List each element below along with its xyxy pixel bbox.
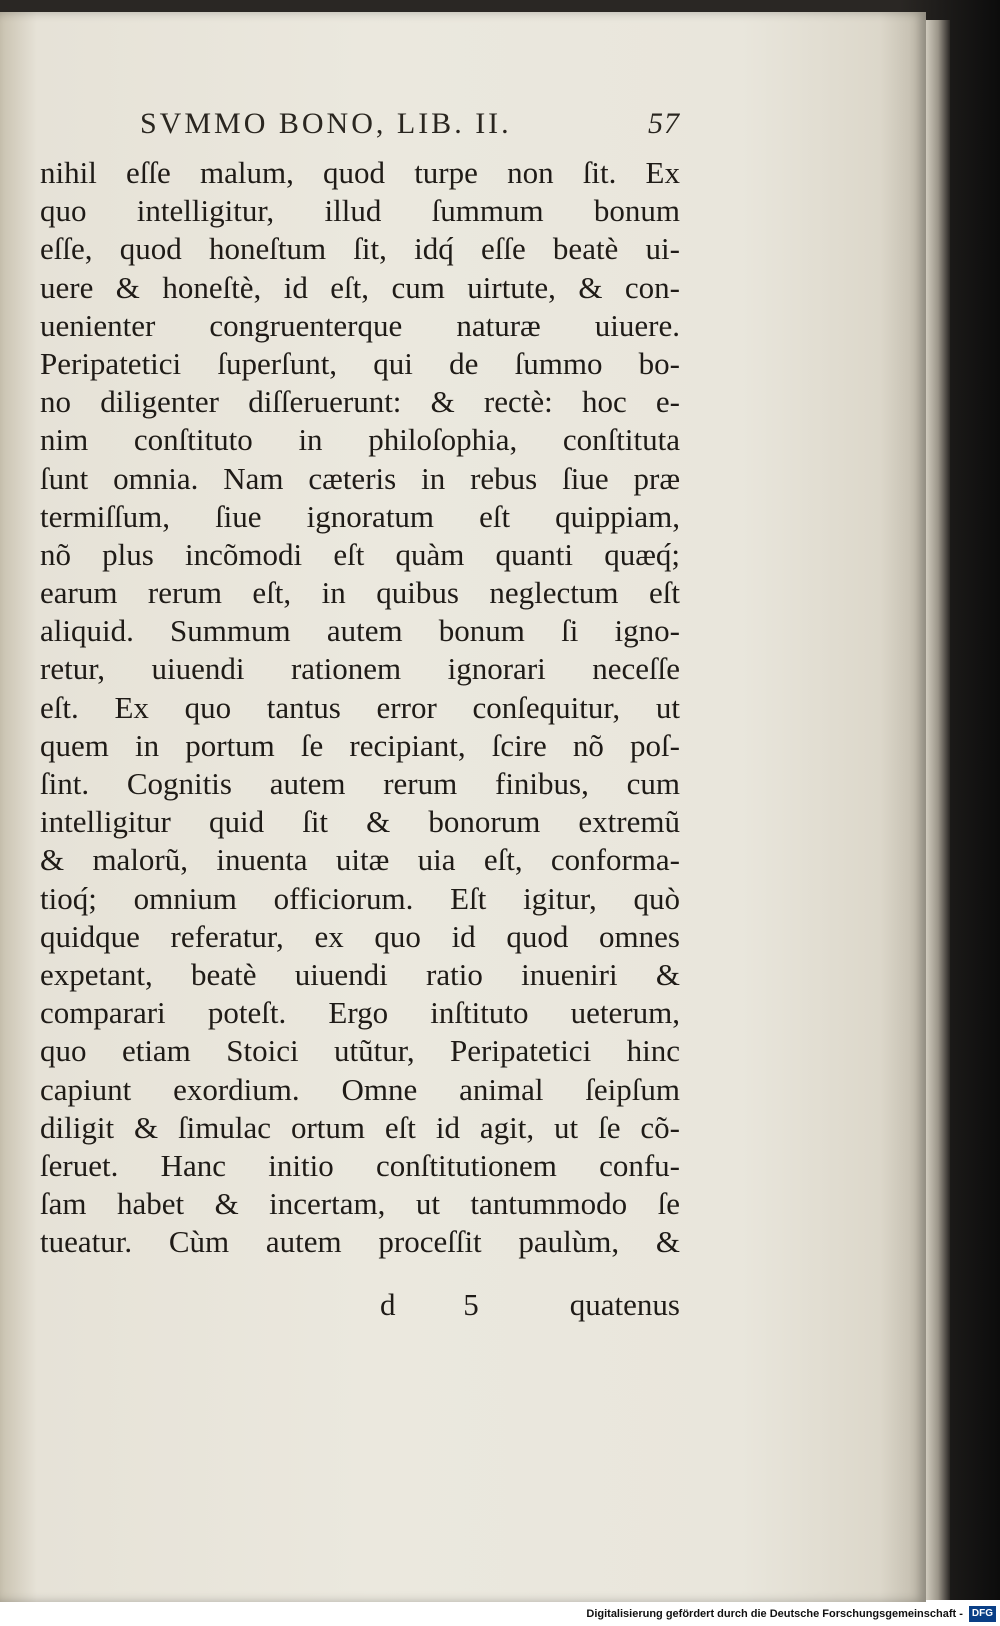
text-line: aliquid. Summum autem bonum ſi igno- bbox=[40, 613, 680, 649]
text-line: diligit & ſimulac ortum eſt id agit, ut ſe cõ- bbox=[40, 1109, 680, 1145]
text-line: intelligitur quid ſit & bonorum extremũ bbox=[40, 804, 680, 840]
catchline bbox=[380, 1287, 680, 1327]
text-line: ſint. Cognitis autem rerum finibus, cum bbox=[40, 766, 680, 801]
text-line: expetant, beatè uiuendi ratio inueniri & bbox=[40, 956, 680, 992]
text-line: retur, uiuendi rationem ignorari neceſſe bbox=[40, 651, 680, 687]
text-line: no diligenter diſſeruerunt: & rectè: hoc e- bbox=[40, 384, 680, 420]
text-line: capiunt exordium. Omne animal ſeipſum bbox=[40, 1071, 680, 1107]
catchword: quatenus bbox=[569, 1287, 680, 1322]
text-block bbox=[40, 154, 680, 1261]
text-line: comparari poteſt. Ergo inſtituto ueterum, bbox=[40, 995, 680, 1031]
text-line: ſunt omnia. Nam cæteris in rebus ſiue præ bbox=[40, 460, 680, 496]
page-number: 57 bbox=[648, 107, 680, 140]
text-line: nõ plus incõmodi eſt quàm quanti quæq́; bbox=[40, 536, 680, 572]
text-line: quidque referatur, ex quo id quod omnes bbox=[40, 918, 680, 954]
signature-mark: d 5 bbox=[380, 1287, 509, 1322]
text-line: ſam habet & incertam, ut tantummodo ſe bbox=[40, 1186, 680, 1222]
text-line: uenienter congruenterque naturæ uiuere. bbox=[40, 307, 680, 343]
text-line: termiſſum, ſiue ignoratum eſt quippiam, bbox=[40, 498, 680, 534]
text-line: tueatur. Cùm autem proceſſit paulùm, & bbox=[40, 1224, 680, 1260]
footer-bar bbox=[0, 1602, 1000, 1626]
text-line: uere & honeſtè, id eſt, cum uirtute, & con- bbox=[40, 269, 680, 305]
funding-credit: Digitalisierung gefördert durch die Deutsche Forschungsgemeinschaft - bbox=[586, 1608, 963, 1620]
text-line: ſeruet. Hanc initio conſtitutionem confu- bbox=[40, 1147, 680, 1183]
text-line: & malorũ, inuenta uitæ uia eſt, conforma- bbox=[40, 842, 680, 878]
running-head-title: SVMMO BONO, LIB. II. bbox=[140, 107, 512, 140]
text-line: quo intelligitur, illud ſummum bonum bbox=[40, 193, 680, 229]
text-line: earum rerum eſt, in quibus neglectum eſt bbox=[40, 575, 680, 611]
dfg-logo: DFG bbox=[969, 1606, 996, 1622]
book-page bbox=[0, 12, 926, 1602]
running-head bbox=[140, 104, 680, 144]
text-line: nim conſtituto in philoſophia, conſtituta bbox=[40, 422, 680, 458]
text-line: eſſe, quod honeſtum ſit, idq́ eſſe beatè ui- bbox=[40, 231, 680, 267]
text-line: tioq́; omnium officiorum. Eſt igitur, quò bbox=[40, 880, 680, 916]
text-line: eſt. Ex quo tantus error conſequitur, ut bbox=[40, 689, 680, 725]
text-line: nihil eſſe malum, quod turpe non ſit. Ex bbox=[40, 155, 680, 190]
text-line: quo etiam Stoici utũtur, Peripatetici hinc bbox=[40, 1033, 680, 1069]
text-line: Peripatetici ſuperſunt, qui de ſummo bo- bbox=[40, 345, 680, 381]
text-line: quem in portum ſe recipiant, ſcire nõ poſ- bbox=[40, 727, 680, 763]
